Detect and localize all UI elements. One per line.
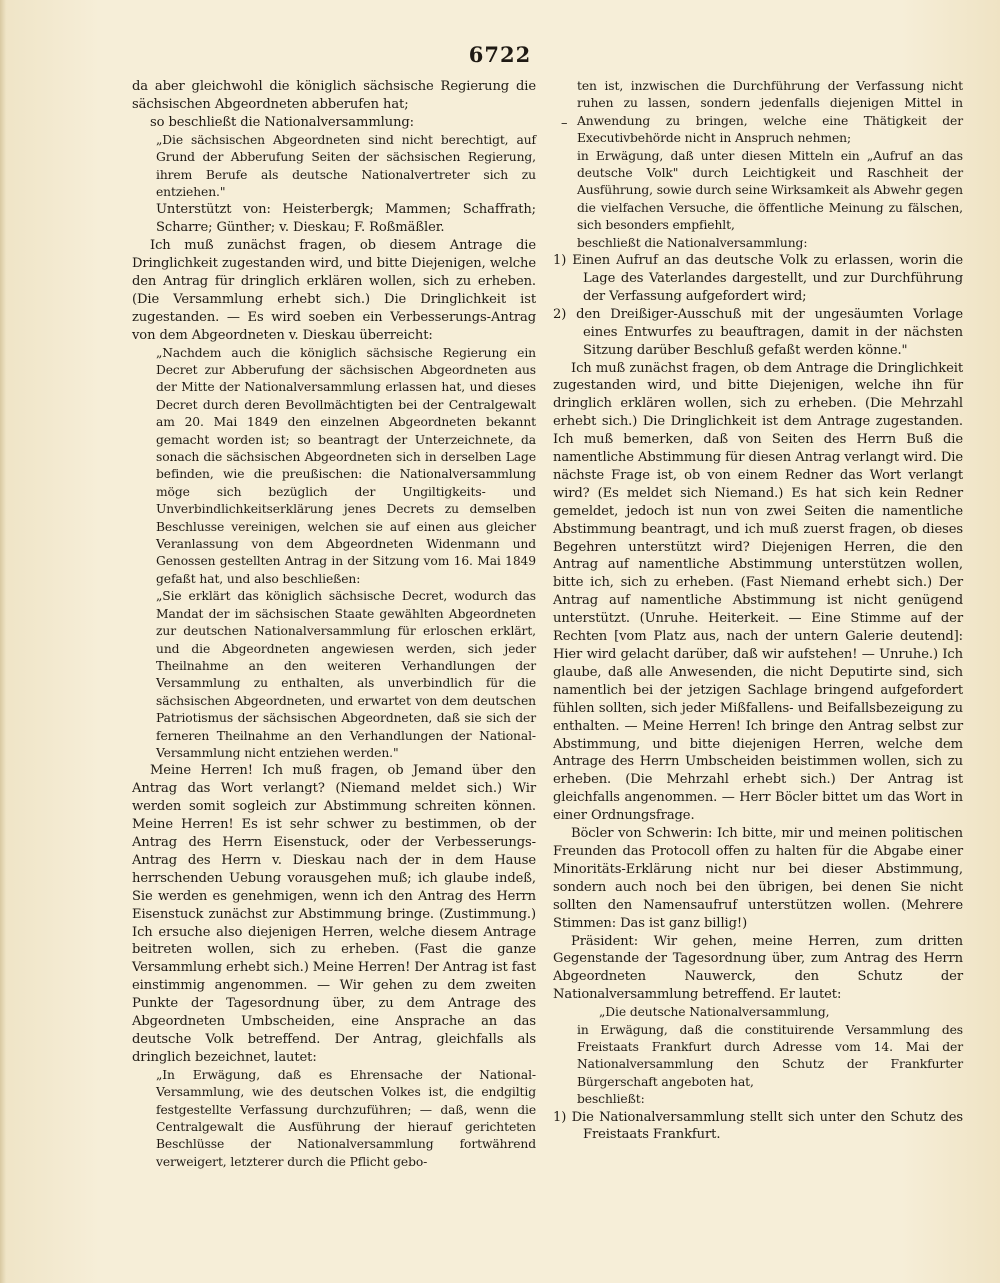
paragraph: „Sie erklärt das königlich sächsische Decret, wodurch das Mandat der im sächsischen Staate gewählten Abgeordneten zur deutschen Nationalversammlung für erloschen erklärt, und die Abgeordneten angewiesen werden, sich jeder Theilnahme an den weiteren Verhandlungen der Versammlung zu enthalten, als unverbindlich für die sächsischen Abgeordneten, und erwartet von dem deutschen Patriotismus der sächsischen Abgeordneten, daß sie sich der ferneren Theilnahme an den Verhandlungen der National-Versammlung nicht entziehen werden." bbox=[156, 589, 536, 760]
page-number: 6722 bbox=[468, 42, 532, 67]
paragraph: Präsident: Wir gehen, meine Herren, zum dritten Gegenstande der Tagesordnung über, zum Antrag des Herrn Abgeordneten Nauwerck, den Schutz der Nationalversammlung betreffend. Er lautet: bbox=[553, 933, 963, 1003]
paragraph: 1) Einen Aufruf an das deutsche Volk zu erlassen, worin die Lage des Vaterlandes dargestellt, und zur Durchführung der Verfassung aufgefordert wird; bbox=[553, 253, 963, 304]
page-spine bbox=[0, 0, 6, 1283]
paragraph: „Nachdem auch die königlich sächsische Regierung ein Decret zur Abberufung der sächsischen Abgeordneten aus der Mitte der Nationalversammlung erlassen hat, und dieses Decret durch deren Bevollmächtigten bei der Centralgewalt am 20. Mai 1849 den einzelnen Abgeordneten bekannt gemacht worden ist; so beantragt der Unterzeichnete, da sonach die sächsischen Abgeordneten sich in derselben Lage befinden, wie die preußischen: die Nationalversammlung möge sich bezüglich der Ungiltigkeits- und Unverbindlichkeitserklärung jenes Decrets zu demselben Beschlusse vereinigen, welchen sie auf einen aus gleicher Veranlassung von dem Abgeordneten Widenmann und Genossen gestellten Antrag in der Sitzung vom 16. Mai 1849 gefaßt hat, und also beschließen: bbox=[156, 345, 536, 586]
paragraph: in Erwägung, daß unter diesen Mitteln ein „Aufruf an das deutsche Volk" durch Leichtigkeit und Raschheit der Ausführung, sowie durch seine Wirksamkeit als Abwehr gegen die vielfachen Versuche, die öffentliche Meinung zu fälschen, sich besonders empfiehlt, bbox=[577, 148, 963, 233]
paragraph: 1) Die Nationalversammlung stellt sich unter den Schutz des Freistaats Frankfurt. bbox=[553, 1109, 963, 1143]
paragraph: Böcler von Schwerin: Ich bitte, mir und meinen politischen Freunden das Protocoll offen zu halten für die Abgabe einer Minoritäts-Erklärung nicht nur bei dieser Abstimmung, sondern auch noch bei den übrigen, bei denen Sie nicht sollten den Namensaufruf unterstützen wollen. (Mehrere Stimmen: Das ist ganz billig!) bbox=[553, 826, 963, 931]
left-column bbox=[132, 78, 536, 1171]
paragraph: in Erwägung, daß die constituirende Versammlung des Freistaats Frankfurt durch Adresse vom 14. Mai der Nationalversammlung den Schutz der Frankfurter Bürgerschaft angeboten hat, bbox=[577, 1022, 963, 1089]
paragraph: da aber gleichwohl die königlich sächsische Regierung die sächsischen Abgeordneten abberufen hat; bbox=[132, 79, 536, 112]
paragraph: Ich muß zunächst fragen, ob diesem Antrage die Dringlichkeit zugestanden wird, und bitte Diejenigen, welche den Antrag für dringlich erklären wollen, sich zu erheben. (Die Versammlung erhebt sich.) Die Dringlichkeit ist zugestanden. — Es wird soeben ein Verbesserungs-Antrag von dem Abgeordneten v. Dieskau überreicht: bbox=[132, 238, 536, 343]
paragraph: Meine Herren! Ich muß fragen, ob Jemand über den Antrag das Wort verlangt? (Niemand meldet sich.) Wir werden somit sogleich zur Abstimmung schreiten können. Meine Herren! Es ist sehr schwer zu bestimmen, ob der Antrag des Herrn Eisenstuck, oder der Verbesserungs-Antrag des Herrn v. Dieskau nach der in dem Hause herrschenden Uebung vorausgehen muß; ich glaube indeß, Sie werden es genehmigen, wenn ich den Antrag des Herrn Eisenstuck zunächst zur Abstimmung bringe. (Zustimmung.) Ich ersuche also diejenigen Herren, welche diesem Antrage beitreten wollen, sich zu erheben. (Fast die ganze Versammlung erhebt sich.) Meine Herren! Der Antrag ist fast einstimmig angenommen. — Wir gehen zu dem zweiten Punkte der Tagesordnung über, zu dem Antrage des Abgeordneten Umbscheiden, eine Ansprache an das deutsche Volk betreffend. Der Antrag, gleichfalls als dringlich bezeichnet, lautet: bbox=[132, 763, 536, 1065]
paragraph: „Die deutsche Nationalversammlung, bbox=[599, 1005, 830, 1020]
paragraph: beschließt die Nationalversammlung: bbox=[577, 235, 808, 250]
paragraph: „Die sächsischen Abgeordneten sind nicht berechtigt, auf Grund der Abberufung Seiten der sächsischen Regierung, ihrem Berufe als deutsche Nationalvertreter sich zu entziehen." bbox=[156, 132, 536, 199]
paragraph: beschließt: bbox=[577, 1092, 645, 1107]
right-column bbox=[553, 78, 963, 1144]
paragraph: „In Erwägung, daß es Ehrensache der National-Versammlung, wie des deutschen Volkes ist, die endgiltig festgestellte Verfassung durchzuführen; — daß, wenn die Centralgewalt die Ausführung der hierauf gerichteten Beschlüsse der Nationalversammlung fortwährend verweigert, letzterer durch die Pflicht gebo- bbox=[156, 1067, 536, 1169]
paragraph: 2) den Dreißiger-Ausschuß mit der ungesäumten Vorlage eines Entwurfes zu beauftragen, damit in der nächsten Sitzung darüber Beschluß gefaßt werden könne." bbox=[553, 306, 963, 358]
margin-mark: – bbox=[561, 116, 568, 131]
paragraph: so beschließt die Nationalversammlung: bbox=[150, 114, 414, 130]
paragraph: ten ist, inzwischen die Durchführung der Verfassung nicht ruhen zu lassen, sondern jedenfalls diejenigen Mittel in Anwendung zu bringen, welche eine Thätigkeit der Executivbehörde nicht in Anspruch nehmen; bbox=[577, 79, 963, 146]
paragraph: Unterstützt von: Heisterbergk; Mammen; Schaffrath; Scharre; Günther; v. Dieskau; F. Roßmäßler. bbox=[156, 202, 536, 236]
paragraph: Ich muß zunächst fragen, ob dem Antrage die Dringlichkeit zugestanden wird, und bitte Diejenigen, welche ihn für dringlich erklären wollen, sich zu erheben. (Die Mehrzahl erhebt sich.) Die Dringlichkeit ist dem Antrage zugestanden. Ich muß bemerken, daß von Seiten des Herrn Buß die namentliche Abstimmung für diesen Antrag verlangt wird. Die nächste Frage ist, ob von einem Redner das Wort verlangt wird? (Es meldet sich Niemand.) Es hat sich kein Redner gemeldet, jedoch ist nun von zwei Seiten die namentliche Abstimmung beantragt, und ich muß zuerst fragen, ob dieses Begehren unterstützt wird? Diejenigen Herren, die den Antrag auf namentliche Abstimmung unterstützen wollen, bitte ich, sich zu erheben. (Fast Niemand erhebt sich.) Der Antrag auf namentliche Abstimmung ist nicht genügend unterstützt. (Unruhe. Heiterkeit. — Eine Stimme auf der Rechten [vom Platz aus, nach der untern Galerie deutend]: Hier wird gelacht darüber, daß wir aufstehen! — Unruhe.) Ich glaube, daß alle Anwesenden, die nicht Deputirte sind, sich namentlich bei der jetzigen Sachlage bringend aufgefordert fühlen sollten, sich jeder Mißfallens- und Beifallsbezeigung zu enthalten. — Meine Herren! Ich bringe den Antrag selbst zur Abstimmung, und bitte diejenigen Herren, welche dem Antrage des Herrn Umbscheiden beistimmen wollen, sich zu erheben. (Die Mehrzahl erhebt sich.) Der Antrag ist gleichfalls angenommen. — Herr Böcler bittet um das Wort in einer Ordnungsfrage. bbox=[553, 360, 963, 824]
